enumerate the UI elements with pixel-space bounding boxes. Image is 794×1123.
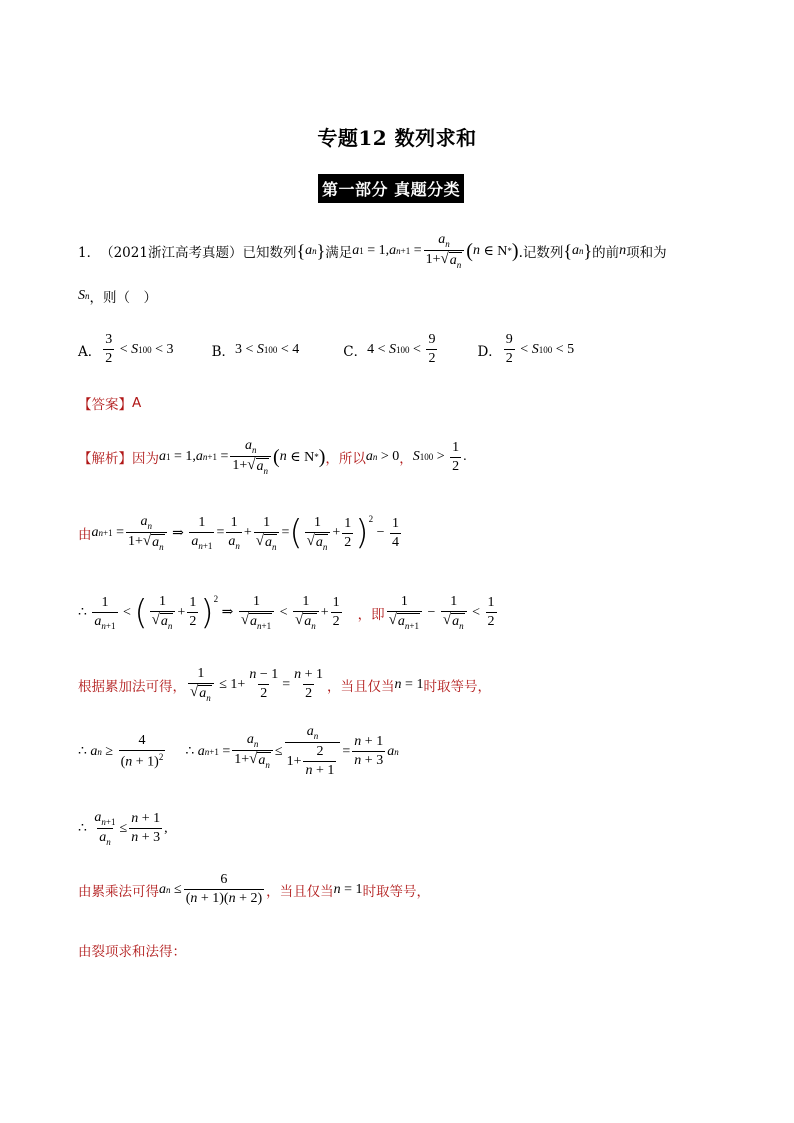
page-title: 专题12 数列求和 — [317, 126, 477, 150]
option-a[interactable]: A． 3 2 < S 100 < 3 — [78, 332, 174, 367]
option-c[interactable]: C． 4 < S 100 < 9 2 — [343, 332, 436, 367]
analysis-line-7: 由累乘法可得 a n ≤ 6 (n + 1)(n + 2) ，当且仅当 n = 1 时取等号， — [78, 872, 431, 907]
answer-line: 【答案】 A — [78, 395, 142, 413]
question-1-stem-cont: S n ，则（ ） — [78, 288, 157, 306]
analysis-line-4: 根据累加法可得， 1 √ $a_n$ ≤ 1+ n − 1 2 = n + 1 2 ，当且仅当 n = 1 时取等号， — [78, 666, 491, 703]
formula: { a n } — [563, 240, 593, 261]
analysis-line-5: ∴ a n ≥ 4 $(n + 1)^2$ ∴ a n+1 = $a_n$ 1+ √ $a_n$ ≤ $a_n$ 1+ 2 n + 1 = n + 1 n + 3 a n — [78, 724, 399, 779]
formula: { a n } — [296, 240, 326, 261]
option-b[interactable]: B． 3 < S 100 < 4 — [211, 341, 300, 360]
formula: a 1 = 1, a n+1 = $a_n$ 1+ √ $a_n$ ( n ∈ N * ) — [352, 232, 519, 270]
analysis-line-3: ∴ 1 $a_{n+1}$ < ( 1 √ $a_n$ + 1 2 ) $^2$ ⇒ 1 √ $a_{n+1}$ < 1 √ $a_n$ + 1 2 ，即 1 √ $a_{n+1}$ − 1 √ $a_n$ < 1 2 — [78, 592, 495, 633]
analysis-line-8: 由裂项求和法得： — [78, 944, 186, 960]
section-heading: 第一部分 真题分类 — [318, 174, 464, 203]
options-row — [78, 332, 574, 367]
analysis-line-6: ∴ $a_{n+1}$ $a_n$ ≤ n + 1 n + 3 , — [78, 810, 168, 847]
option-d[interactable]: D． 9 2 < S 100 < 5 — [477, 332, 575, 367]
analysis-line-2: 由 a n+1 = $a_n$ 1+ √ $a_n$ ⇒ 1 $a_{n+1}$ = 1 $a_n$ + 1 √ $a_n$ = ( 1 √ $a_n$ + 1 2 ) $^2$ − 1 4 — [78, 513, 399, 554]
question-1-stem: 1． （2021浙江高考真题）已知数列 { a n } 满足 a 1 = 1, a n+1 = $a_n$ 1+ √ $a_n$ ( n ∈ N * ) .记数列 { a n } 的前 n 项和为 — [78, 232, 667, 270]
analysis-line-1: 【解析】 因为 a 1 = 1, a n+1 = $a_n$ 1+ √ $a_n$ ( n ∈ N * ) ，所以 a n > 0 ， S 100 > 1 2 . — [78, 438, 467, 476]
